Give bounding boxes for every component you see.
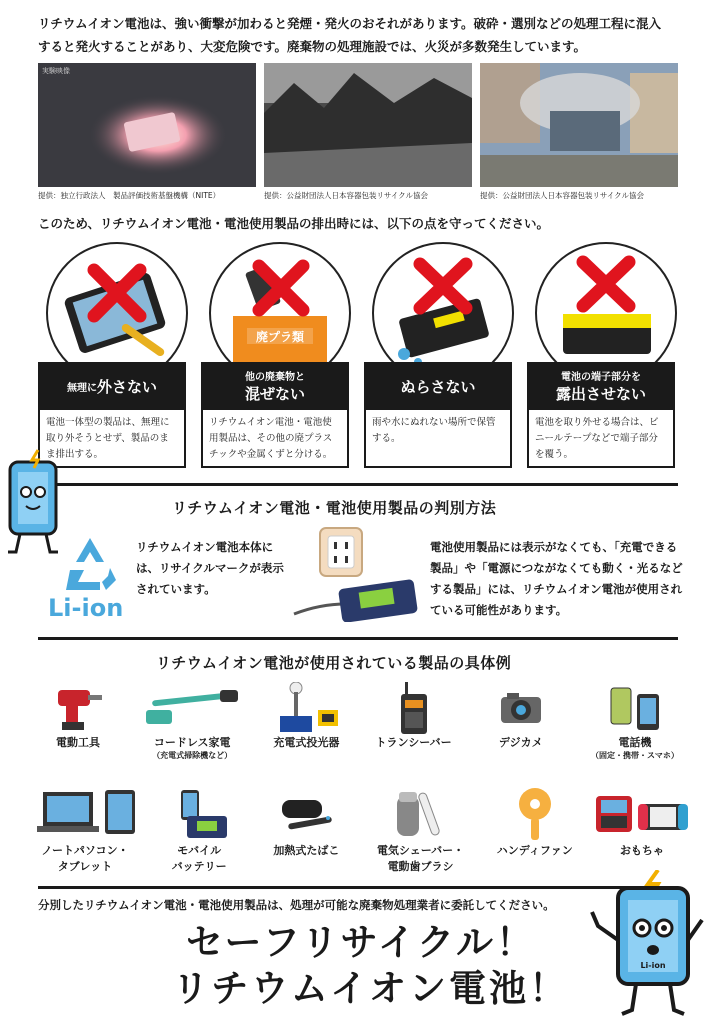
product-label-line1: ハンディファン (496, 844, 573, 857)
product-label: 電動工具 (56, 736, 100, 749)
product-vacuum (137, 682, 247, 761)
photo-credit-1: 提供：独立行政法人 製品評価技術基盤機構（NITE） (38, 191, 221, 200)
mascot-large (588, 870, 708, 1020)
card-2-head (201, 362, 349, 410)
card-4-head-small: 電池の端子部分を (561, 372, 641, 383)
card-1-head (38, 362, 186, 410)
intro-text (38, 12, 678, 58)
product-note: （充電式掃除機など） (152, 751, 233, 760)
burnt-facility-image (264, 63, 472, 187)
card-1-head-small: 無理に (66, 382, 97, 394)
photo-overlay-text: 実験映像 (42, 67, 70, 75)
product-label: 充電式投光器 (273, 736, 340, 749)
product-laptop (30, 786, 140, 874)
footer-note: 分別したリチウムイオン電池・電池使用製品は、処理が可能な廃棄物処理業者に委託してください。 (38, 898, 555, 912)
product-toy (594, 786, 690, 874)
photo-credit-2: 提供：公益財団法人日本容器包装リサイクル協会 (264, 191, 428, 200)
product-shaver (366, 786, 476, 874)
bin-label: 廃プラ類 (255, 330, 305, 344)
intro-line-1: リチウムイオン電池は、強い衝撃が加わると発煙・発火のおそれがあります。破砕・選別などの処理工程に混入 (38, 16, 662, 31)
floodlight-icon (270, 682, 342, 734)
card-4 (527, 362, 675, 468)
battery-mascot-large-icon (588, 870, 708, 1020)
mobile-battery-icon (290, 576, 420, 622)
card-2-body: リチウムイオン電池・電池使用製品は、その他の廃プラスチックや金属くずと分ける。 (201, 410, 349, 468)
card-1-head-big: 外さない (96, 377, 157, 396)
card-3-head-big: ぬらさない (400, 377, 476, 396)
examples-row-1 (30, 682, 690, 761)
product-camera (473, 682, 569, 761)
card-1-body: 電池一体型の製品は、無理に取り外そうとせず、製品のまま排出する。 (38, 410, 186, 468)
product-label: コードレス家電 (153, 736, 231, 749)
product-transceiver (366, 682, 462, 761)
heated-tobacco-icon (276, 794, 336, 834)
slogan-line-1: セーフリサイクル！ (186, 921, 537, 964)
shaver-icon (391, 788, 451, 840)
product-drill (30, 682, 126, 761)
identify-right-text: 電池使用製品には表示がなくても、「充電できる製品」や「電源につながなくても動く・光るなどする製品」には、リチウムイオン電池が使用されている可能性があります。 (430, 540, 683, 617)
burning-battery-image (38, 63, 256, 187)
product-label-line1: 電気シェーバー・ (376, 844, 465, 857)
divider-3 (38, 886, 678, 889)
camera-icon (499, 691, 543, 725)
product-phone (580, 682, 690, 761)
photo-experiment (38, 63, 256, 187)
product-label-line2: バッテリー (171, 860, 227, 873)
examples-title: リチウムイオン電池が使用されている製品の具体例 (156, 654, 512, 672)
card-4-head (527, 362, 675, 410)
card-2-head-small: 他の廃棄物と (245, 372, 305, 383)
product-mobile-battery (151, 786, 247, 874)
vacuum-icon (142, 684, 242, 732)
mascot-small (4, 448, 62, 558)
divider-1 (38, 483, 678, 486)
battery-icon (167, 788, 231, 840)
examples-row-2 (30, 786, 690, 874)
recycle-icon (58, 532, 122, 596)
rules-lead: このため、リチウムイオン電池・電池使用製品の排出時には、以下の点を守ってください。 (38, 216, 550, 231)
product-label: デジカメ (498, 736, 543, 749)
garbage-truck-fire-image (480, 63, 678, 187)
product-label: トランシーバー (375, 736, 452, 749)
card-4-head-big: 露出させない (555, 385, 646, 403)
slogan-line-2: リチウムイオン電池！ (172, 967, 570, 1010)
product-floodlight (258, 682, 354, 761)
photo-fire-truck (480, 63, 678, 187)
photo-credit-3: 提供：公益財団法人日本容器包装リサイクル協会 (480, 191, 644, 200)
identify-title: リチウムイオン電池・電池使用製品の判別方法 (172, 499, 497, 517)
divider-2 (38, 637, 678, 640)
card-3-head (364, 362, 512, 410)
mascot-label: Li-ion (640, 961, 666, 970)
laptop-icon (33, 788, 137, 840)
product-label-line1: おもちゃ (619, 844, 664, 857)
identify-left-text: リチウムイオン電池本体には、リサイクルマークが表示されています。 (136, 540, 284, 596)
fan-icon (515, 786, 555, 842)
card-4-body: 電池を取り外せる場合は、ビニールテープなどで端子部分を覆う。 (527, 410, 675, 468)
product-heated-tobacco (258, 786, 354, 874)
phone-icon (605, 684, 665, 732)
product-label-line2: タブレット (57, 860, 113, 873)
product-handy-fan (487, 786, 583, 874)
photo-fire-facility (264, 63, 472, 187)
battery-mascot-icon (4, 448, 62, 558)
product-label-line1: 加熱式たばこ (273, 844, 340, 857)
card-2 (201, 362, 349, 468)
liion-mark: Li-ion (48, 594, 124, 622)
game-icon (594, 792, 690, 836)
product-label-line1: モバイル (177, 844, 222, 857)
intro-line-2: すると発火することがあり、大変危険です。廃棄物の処理施設では、火災が多数発生しています。 (38, 39, 587, 54)
product-note: （固定・携帯・スマホ） (591, 751, 679, 760)
product-label-line1: ノートパソコン・ (41, 844, 129, 857)
outlet-icon (318, 526, 364, 578)
card-3-body: 雨や水にぬれない場所で保管する。 (364, 410, 512, 468)
drill-icon (52, 684, 104, 732)
transceiver-icon (399, 682, 429, 734)
product-label-line2: 電動歯ブラシ (387, 860, 454, 873)
product-label: 電話機 (618, 736, 652, 749)
card-2-head-big: 混ぜない (244, 385, 305, 403)
card-3 (364, 362, 512, 468)
